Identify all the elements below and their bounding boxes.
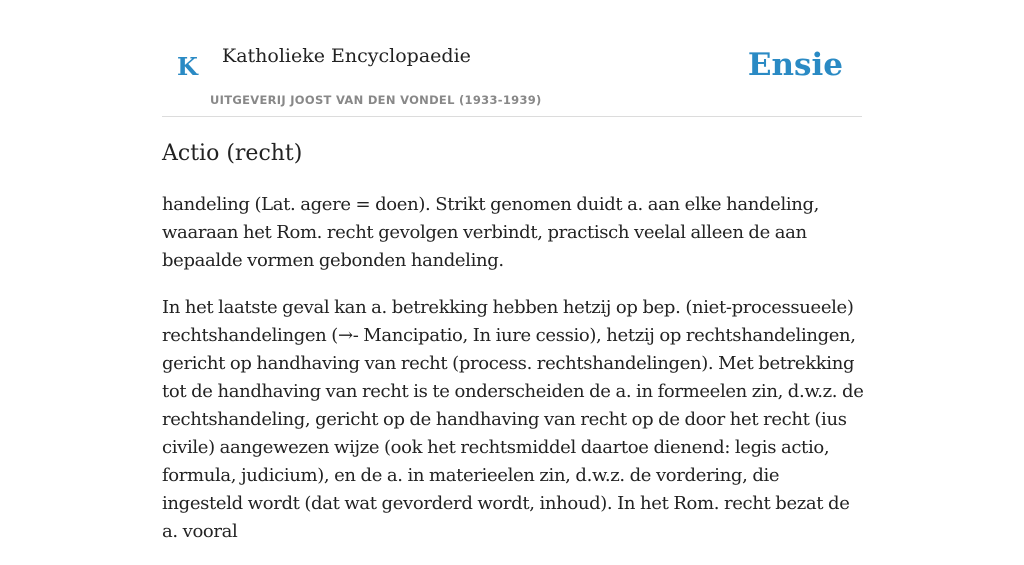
entry-content bbox=[162, 138, 864, 565]
publisher-label: UITGEVERIJ JOOST VAN DEN VONDEL (1933-1939) bbox=[210, 93, 542, 107]
entry-paragraph: In het laatste geval kan a. betrekking hebben hetzij op bep. (niet-processueele) rechtshandelingen (→- Mancipatio, In iure cessio), hetzij op rechtshandelingen, gericht op handhaving van recht (process. rechtshandelingen). Met betrekking tot de handhaving van recht is te onderscheiden de a. in formeelen zin, d.w.z. de rechtshandeling, gericht op de handhaving van recht op de door het recht (ius civile) aangewezen wijze (ook het rechtsmiddel daartoe dienend: legis actio, formula, judicium), en de a. in materieelen zin, d.w.z. de vordering, die ingesteld wordt (dat wat gevorderd wordt, inhoud). In het Rom. recht bezat de a. vooral bbox=[162, 297, 864, 542]
site-header bbox=[162, 0, 862, 117]
encyclopedia-title-link[interactable]: Katholieke Encyclopaedie bbox=[222, 45, 471, 67]
entry-paragraph: handeling (Lat. agere = doen). Strikt genomen duidt a. aan elke handeling, waaraan het Rom. recht gevolgen verbindt, practisch veelal alleen de aan bepaalde vormen gebonden handeling. bbox=[162, 194, 820, 271]
entry-title: Actio (recht) bbox=[162, 141, 303, 166]
ensie-logo-link[interactable]: Ensie bbox=[747, 47, 843, 83]
encyclopedia-logo[interactable]: K bbox=[177, 52, 198, 81]
